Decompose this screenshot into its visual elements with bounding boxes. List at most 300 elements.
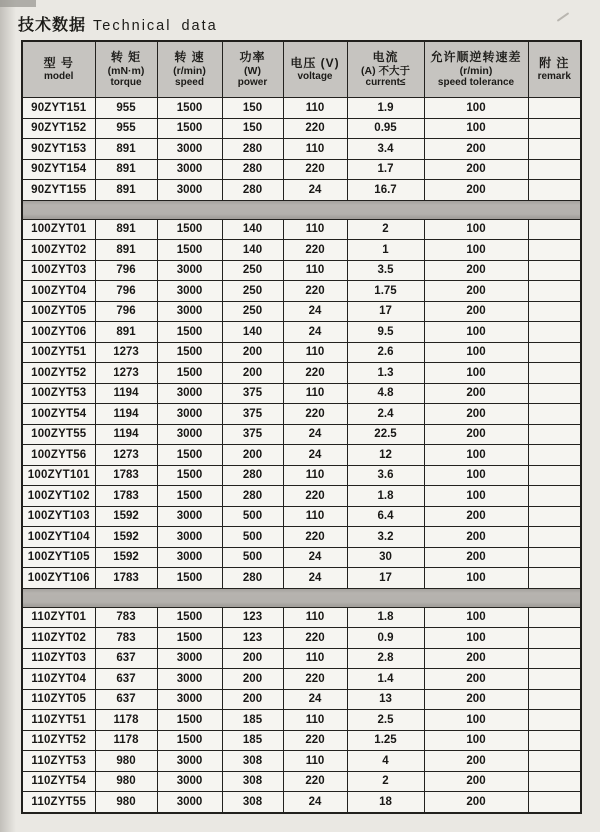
col-header-voltage-en: voltage — [297, 70, 333, 82]
table-row — [22, 527, 581, 548]
col-header-torque-zh: 转 矩 — [110, 49, 142, 64]
cell-value: 100 — [424, 98, 528, 119]
cell-value: 3.2 — [347, 527, 424, 548]
cell-remark — [528, 751, 581, 772]
cell-model: 110ZYT55 — [22, 792, 95, 813]
cell-value: 1500 — [157, 730, 222, 751]
table-header-row — [22, 41, 581, 98]
cell-value: 796 — [95, 281, 157, 302]
cell-value: 200 — [424, 180, 528, 201]
cell-value: 375 — [222, 424, 283, 445]
table-row — [22, 180, 581, 201]
cell-value: 200 — [424, 792, 528, 813]
cell-value: 16.7 — [347, 180, 424, 201]
cell-value: 3000 — [157, 527, 222, 548]
cell-remark — [528, 648, 581, 669]
cell-value: 200 — [424, 260, 528, 281]
cell-value: 955 — [95, 98, 157, 119]
cell-model: 90ZYT152 — [22, 118, 95, 139]
cell-value: 100 — [424, 628, 528, 649]
cell-value: 100 — [424, 445, 528, 466]
section-separator-band — [22, 588, 581, 607]
cell-remark — [528, 383, 581, 404]
page-title — [18, 12, 218, 35]
cell-value: 891 — [95, 240, 157, 261]
cell-value: 110 — [283, 648, 347, 669]
cell-value: 1273 — [95, 363, 157, 384]
cell-value: 200 — [424, 527, 528, 548]
cell-value: 220 — [283, 281, 347, 302]
col-header-power-sub: (W) — [244, 64, 261, 77]
col-header-speed — [157, 41, 222, 98]
col-header-remark-zh: 附 注 — [539, 55, 570, 70]
cell-value: 783 — [95, 628, 157, 649]
table-row — [22, 568, 581, 589]
cell-value: 3000 — [157, 383, 222, 404]
cell-value: 308 — [222, 792, 283, 813]
col-header-power — [222, 41, 283, 98]
cell-value: 3000 — [157, 506, 222, 527]
cell-value: 1 — [347, 240, 424, 261]
cell-value: 100 — [424, 710, 528, 731]
cell-value: 280 — [222, 465, 283, 486]
cell-value: 220 — [283, 527, 347, 548]
cell-value: 891 — [95, 180, 157, 201]
cell-value: 3000 — [157, 771, 222, 792]
col-header-torque-sub: (mN·m) — [107, 64, 145, 77]
col-header-torque-en: torque — [110, 76, 142, 88]
cell-value: 220 — [283, 118, 347, 139]
cell-model: 110ZYT54 — [22, 771, 95, 792]
cell-value: 24 — [283, 180, 347, 201]
cell-remark — [528, 139, 581, 160]
cell-value: 18 — [347, 792, 424, 813]
cell-model: 100ZYT03 — [22, 260, 95, 281]
table-row — [22, 219, 581, 240]
cell-value: 1.4 — [347, 669, 424, 690]
col-header-model-zh: 型 号 — [43, 55, 74, 70]
cell-value: 637 — [95, 648, 157, 669]
cell-value: 1592 — [95, 547, 157, 568]
cell-value: 100 — [424, 363, 528, 384]
cell-value: 220 — [283, 486, 347, 507]
cell-value: 637 — [95, 689, 157, 710]
table-row — [22, 98, 581, 119]
cell-value: 1500 — [157, 628, 222, 649]
table-row — [22, 669, 581, 690]
cell-value: 1500 — [157, 363, 222, 384]
cell-value: 1783 — [95, 568, 157, 589]
cell-remark — [528, 118, 581, 139]
cell-value: 1273 — [95, 445, 157, 466]
cell-value: 110 — [283, 710, 347, 731]
cell-remark — [528, 180, 581, 201]
cell-value: 280 — [222, 180, 283, 201]
table-row — [22, 607, 581, 628]
cell-remark — [528, 607, 581, 628]
cell-remark — [528, 730, 581, 751]
cell-value: 140 — [222, 219, 283, 240]
cell-value: 1592 — [95, 527, 157, 548]
cell-model: 100ZYT05 — [22, 301, 95, 322]
scan-artifact-top — [0, 0, 36, 7]
cell-remark — [528, 547, 581, 568]
cell-value: 200 — [222, 363, 283, 384]
col-header-model-en: model — [44, 70, 74, 82]
cell-remark — [528, 710, 581, 731]
col-header-model — [22, 41, 95, 98]
cell-value: 308 — [222, 771, 283, 792]
col-header-speed-en: speed — [175, 76, 204, 88]
cell-value: 3.4 — [347, 139, 424, 160]
cell-value: 110 — [283, 383, 347, 404]
col-header-speed-tolerance-zh: 允许顺逆转速差 — [430, 49, 522, 64]
cell-model: 100ZYT54 — [22, 404, 95, 425]
table-row — [22, 771, 581, 792]
cell-value: 3000 — [157, 424, 222, 445]
cell-value: 3000 — [157, 689, 222, 710]
cell-value: 100 — [424, 240, 528, 261]
cell-value: 110 — [283, 751, 347, 772]
cell-value: 637 — [95, 669, 157, 690]
col-header-speed-tolerance — [424, 41, 528, 98]
cell-value: 24 — [283, 792, 347, 813]
cell-value: 6.4 — [347, 506, 424, 527]
cell-value: 220 — [283, 404, 347, 425]
cell-model: 100ZYT105 — [22, 547, 95, 568]
cell-value: 200 — [424, 771, 528, 792]
cell-value: 100 — [424, 607, 528, 628]
cell-remark — [528, 445, 581, 466]
cell-value: 200 — [424, 404, 528, 425]
cell-value: 200 — [222, 669, 283, 690]
cell-value: 1178 — [95, 710, 157, 731]
section-separator — [22, 200, 581, 219]
table-row — [22, 506, 581, 527]
cell-value: 9.5 — [347, 322, 424, 343]
table-row — [22, 322, 581, 343]
cell-value: 0.95 — [347, 118, 424, 139]
cell-remark — [528, 486, 581, 507]
table-row — [22, 424, 581, 445]
cell-model: 110ZYT53 — [22, 751, 95, 772]
cell-value: 140 — [222, 322, 283, 343]
cell-model: 100ZYT103 — [22, 506, 95, 527]
cell-remark — [528, 424, 581, 445]
col-header-remark — [528, 41, 581, 98]
cell-model: 110ZYT03 — [22, 648, 95, 669]
cell-value: 3000 — [157, 404, 222, 425]
cell-remark — [528, 98, 581, 119]
cell-value: 123 — [222, 628, 283, 649]
table-row — [22, 139, 581, 160]
table-row — [22, 445, 581, 466]
cell-value: 2.8 — [347, 648, 424, 669]
cell-value: 200 — [424, 751, 528, 772]
cell-value: 200 — [222, 445, 283, 466]
cell-value: 200 — [424, 506, 528, 527]
table-row — [22, 751, 581, 772]
table-row — [22, 240, 581, 261]
cell-value: 1500 — [157, 465, 222, 486]
cell-value: 200 — [424, 139, 528, 160]
cell-value: 796 — [95, 301, 157, 322]
table-row — [22, 301, 581, 322]
cell-value: 24 — [283, 322, 347, 343]
cell-value: 1500 — [157, 322, 222, 343]
cell-value: 1194 — [95, 424, 157, 445]
cell-value: 1500 — [157, 710, 222, 731]
table-row — [22, 281, 581, 302]
cell-value: 140 — [222, 240, 283, 261]
table-row — [22, 260, 581, 281]
cell-value: 796 — [95, 260, 157, 281]
page-edge-shadow — [0, 0, 16, 832]
col-header-remark-en: remark — [537, 70, 571, 82]
cell-value: 200 — [424, 383, 528, 404]
col-header-current-sub: (A) 不大于 — [361, 64, 410, 77]
cell-value: 123 — [222, 607, 283, 628]
cell-value: 1783 — [95, 486, 157, 507]
cell-model: 100ZYT102 — [22, 486, 95, 507]
cell-value: 24 — [283, 424, 347, 445]
cell-value: 200 — [424, 159, 528, 180]
cell-value: 24 — [283, 547, 347, 568]
cell-value: 1783 — [95, 465, 157, 486]
col-header-current-en: current≤ — [365, 76, 406, 88]
cell-model: 100ZYT55 — [22, 424, 95, 445]
cell-value: 783 — [95, 607, 157, 628]
cell-remark — [528, 281, 581, 302]
table-row — [22, 710, 581, 731]
table-row — [22, 342, 581, 363]
cell-value: 1.9 — [347, 98, 424, 119]
table-row — [22, 547, 581, 568]
cell-value: 110 — [283, 98, 347, 119]
table-row — [22, 159, 581, 180]
cell-remark — [528, 240, 581, 261]
cell-value: 24 — [283, 568, 347, 589]
cell-model: 100ZYT01 — [22, 219, 95, 240]
cell-value: 185 — [222, 730, 283, 751]
cell-model: 100ZYT56 — [22, 445, 95, 466]
scan-artifact-pen-mark — [557, 12, 570, 22]
cell-value: 200 — [424, 281, 528, 302]
cell-value: 280 — [222, 486, 283, 507]
cell-model: 100ZYT106 — [22, 568, 95, 589]
cell-value: 375 — [222, 404, 283, 425]
cell-model: 110ZYT04 — [22, 669, 95, 690]
cell-value: 2.5 — [347, 710, 424, 731]
col-header-voltage — [283, 41, 347, 98]
col-header-speed-tolerance-sub: (r/min) — [459, 64, 493, 77]
cell-value: 24 — [283, 689, 347, 710]
cell-value: 1.8 — [347, 607, 424, 628]
cell-value: 1500 — [157, 219, 222, 240]
cell-value: 1194 — [95, 404, 157, 425]
cell-value: 1273 — [95, 342, 157, 363]
cell-value: 308 — [222, 751, 283, 772]
cell-value: 891 — [95, 159, 157, 180]
cell-value: 3.6 — [347, 465, 424, 486]
cell-value: 200 — [222, 689, 283, 710]
cell-model: 110ZYT05 — [22, 689, 95, 710]
cell-remark — [528, 159, 581, 180]
cell-value: 24 — [283, 445, 347, 466]
cell-value: 2 — [347, 771, 424, 792]
col-header-torque — [95, 41, 157, 98]
cell-value: 1500 — [157, 486, 222, 507]
cell-value: 500 — [222, 547, 283, 568]
cell-value: 1500 — [157, 118, 222, 139]
cell-model: 100ZYT06 — [22, 322, 95, 343]
cell-model: 100ZYT52 — [22, 363, 95, 384]
cell-value: 220 — [283, 730, 347, 751]
table-row — [22, 792, 581, 813]
cell-value: 891 — [95, 322, 157, 343]
cell-remark — [528, 301, 581, 322]
cell-value: 3000 — [157, 139, 222, 160]
col-header-current — [347, 41, 424, 98]
table-row — [22, 648, 581, 669]
cell-value: 500 — [222, 527, 283, 548]
table-row — [22, 118, 581, 139]
cell-value: 980 — [95, 771, 157, 792]
cell-value: 1500 — [157, 342, 222, 363]
cell-value: 891 — [95, 219, 157, 240]
cell-value: 1500 — [157, 445, 222, 466]
cell-remark — [528, 465, 581, 486]
cell-value: 185 — [222, 710, 283, 731]
cell-remark — [528, 404, 581, 425]
cell-model: 100ZYT101 — [22, 465, 95, 486]
table-row — [22, 465, 581, 486]
cell-value: 3000 — [157, 281, 222, 302]
page-title-zh: 技术数据 — [18, 17, 87, 34]
table-row — [22, 628, 581, 649]
cell-remark — [528, 689, 581, 710]
cell-remark — [528, 342, 581, 363]
table-row — [22, 404, 581, 425]
cell-value: 200 — [222, 648, 283, 669]
cell-remark — [528, 568, 581, 589]
cell-value: 200 — [424, 547, 528, 568]
cell-value: 30 — [347, 547, 424, 568]
cell-value: 1.8 — [347, 486, 424, 507]
cell-value: 200 — [424, 424, 528, 445]
cell-value: 100 — [424, 219, 528, 240]
cell-value: 3000 — [157, 648, 222, 669]
cell-model: 90ZYT154 — [22, 159, 95, 180]
cell-remark — [528, 219, 581, 240]
cell-value: 3000 — [157, 159, 222, 180]
cell-value: 220 — [283, 669, 347, 690]
table-row — [22, 383, 581, 404]
cell-value: 250 — [222, 301, 283, 322]
cell-remark — [528, 792, 581, 813]
cell-model: 100ZYT04 — [22, 281, 95, 302]
cell-value: 0.9 — [347, 628, 424, 649]
cell-value: 955 — [95, 118, 157, 139]
cell-value: 110 — [283, 139, 347, 160]
cell-value: 280 — [222, 159, 283, 180]
cell-value: 1500 — [157, 607, 222, 628]
col-header-current-zh: 电流 — [372, 49, 399, 64]
cell-value: 375 — [222, 383, 283, 404]
cell-remark — [528, 628, 581, 649]
col-header-voltage-zh: 电压 (V) — [290, 55, 340, 70]
table-row — [22, 689, 581, 710]
page-title-en: Technical data — [93, 18, 218, 34]
cell-value: 980 — [95, 751, 157, 772]
cell-value: 200 — [424, 669, 528, 690]
cell-value: 100 — [424, 486, 528, 507]
cell-value: 100 — [424, 322, 528, 343]
cell-model: 110ZYT02 — [22, 628, 95, 649]
cell-value: 110 — [283, 219, 347, 240]
cell-value: 1.25 — [347, 730, 424, 751]
cell-remark — [528, 771, 581, 792]
cell-value: 2.4 — [347, 404, 424, 425]
col-header-power-zh: 功率 — [239, 49, 266, 64]
cell-model: 100ZYT02 — [22, 240, 95, 261]
cell-value: 1.3 — [347, 363, 424, 384]
cell-value: 1592 — [95, 506, 157, 527]
cell-value: 220 — [283, 628, 347, 649]
col-header-speed-sub: (r/min) — [173, 64, 206, 77]
cell-model: 90ZYT151 — [22, 98, 95, 119]
cell-value: 3000 — [157, 180, 222, 201]
cell-model: 110ZYT52 — [22, 730, 95, 751]
cell-value: 2 — [347, 219, 424, 240]
cell-value: 4 — [347, 751, 424, 772]
cell-model: 110ZYT01 — [22, 607, 95, 628]
cell-value: 4.8 — [347, 383, 424, 404]
cell-remark — [528, 669, 581, 690]
cell-value: 980 — [95, 792, 157, 813]
cell-value: 3000 — [157, 751, 222, 772]
cell-value: 1.7 — [347, 159, 424, 180]
cell-model: 100ZYT51 — [22, 342, 95, 363]
table-body — [22, 98, 581, 813]
cell-value: 110 — [283, 607, 347, 628]
cell-value: 250 — [222, 281, 283, 302]
cell-value: 1500 — [157, 568, 222, 589]
cell-remark — [528, 363, 581, 384]
cell-value: 280 — [222, 139, 283, 160]
col-header-power-en: power — [237, 76, 268, 88]
col-header-speed-zh: 转 速 — [174, 49, 205, 64]
cell-value: 3000 — [157, 260, 222, 281]
cell-value: 110 — [283, 260, 347, 281]
section-separator — [22, 588, 581, 607]
cell-model: 110ZYT51 — [22, 710, 95, 731]
cell-value: 100 — [424, 568, 528, 589]
cell-value: 22.5 — [347, 424, 424, 445]
cell-value: 17 — [347, 301, 424, 322]
cell-value: 110 — [283, 465, 347, 486]
cell-value: 3.5 — [347, 260, 424, 281]
cell-remark — [528, 506, 581, 527]
cell-value: 150 — [222, 98, 283, 119]
cell-value: 1.75 — [347, 281, 424, 302]
cell-value: 3000 — [157, 547, 222, 568]
cell-value: 17 — [347, 568, 424, 589]
cell-value: 1194 — [95, 383, 157, 404]
cell-value: 24 — [283, 301, 347, 322]
cell-model: 100ZYT104 — [22, 527, 95, 548]
cell-value: 3000 — [157, 792, 222, 813]
